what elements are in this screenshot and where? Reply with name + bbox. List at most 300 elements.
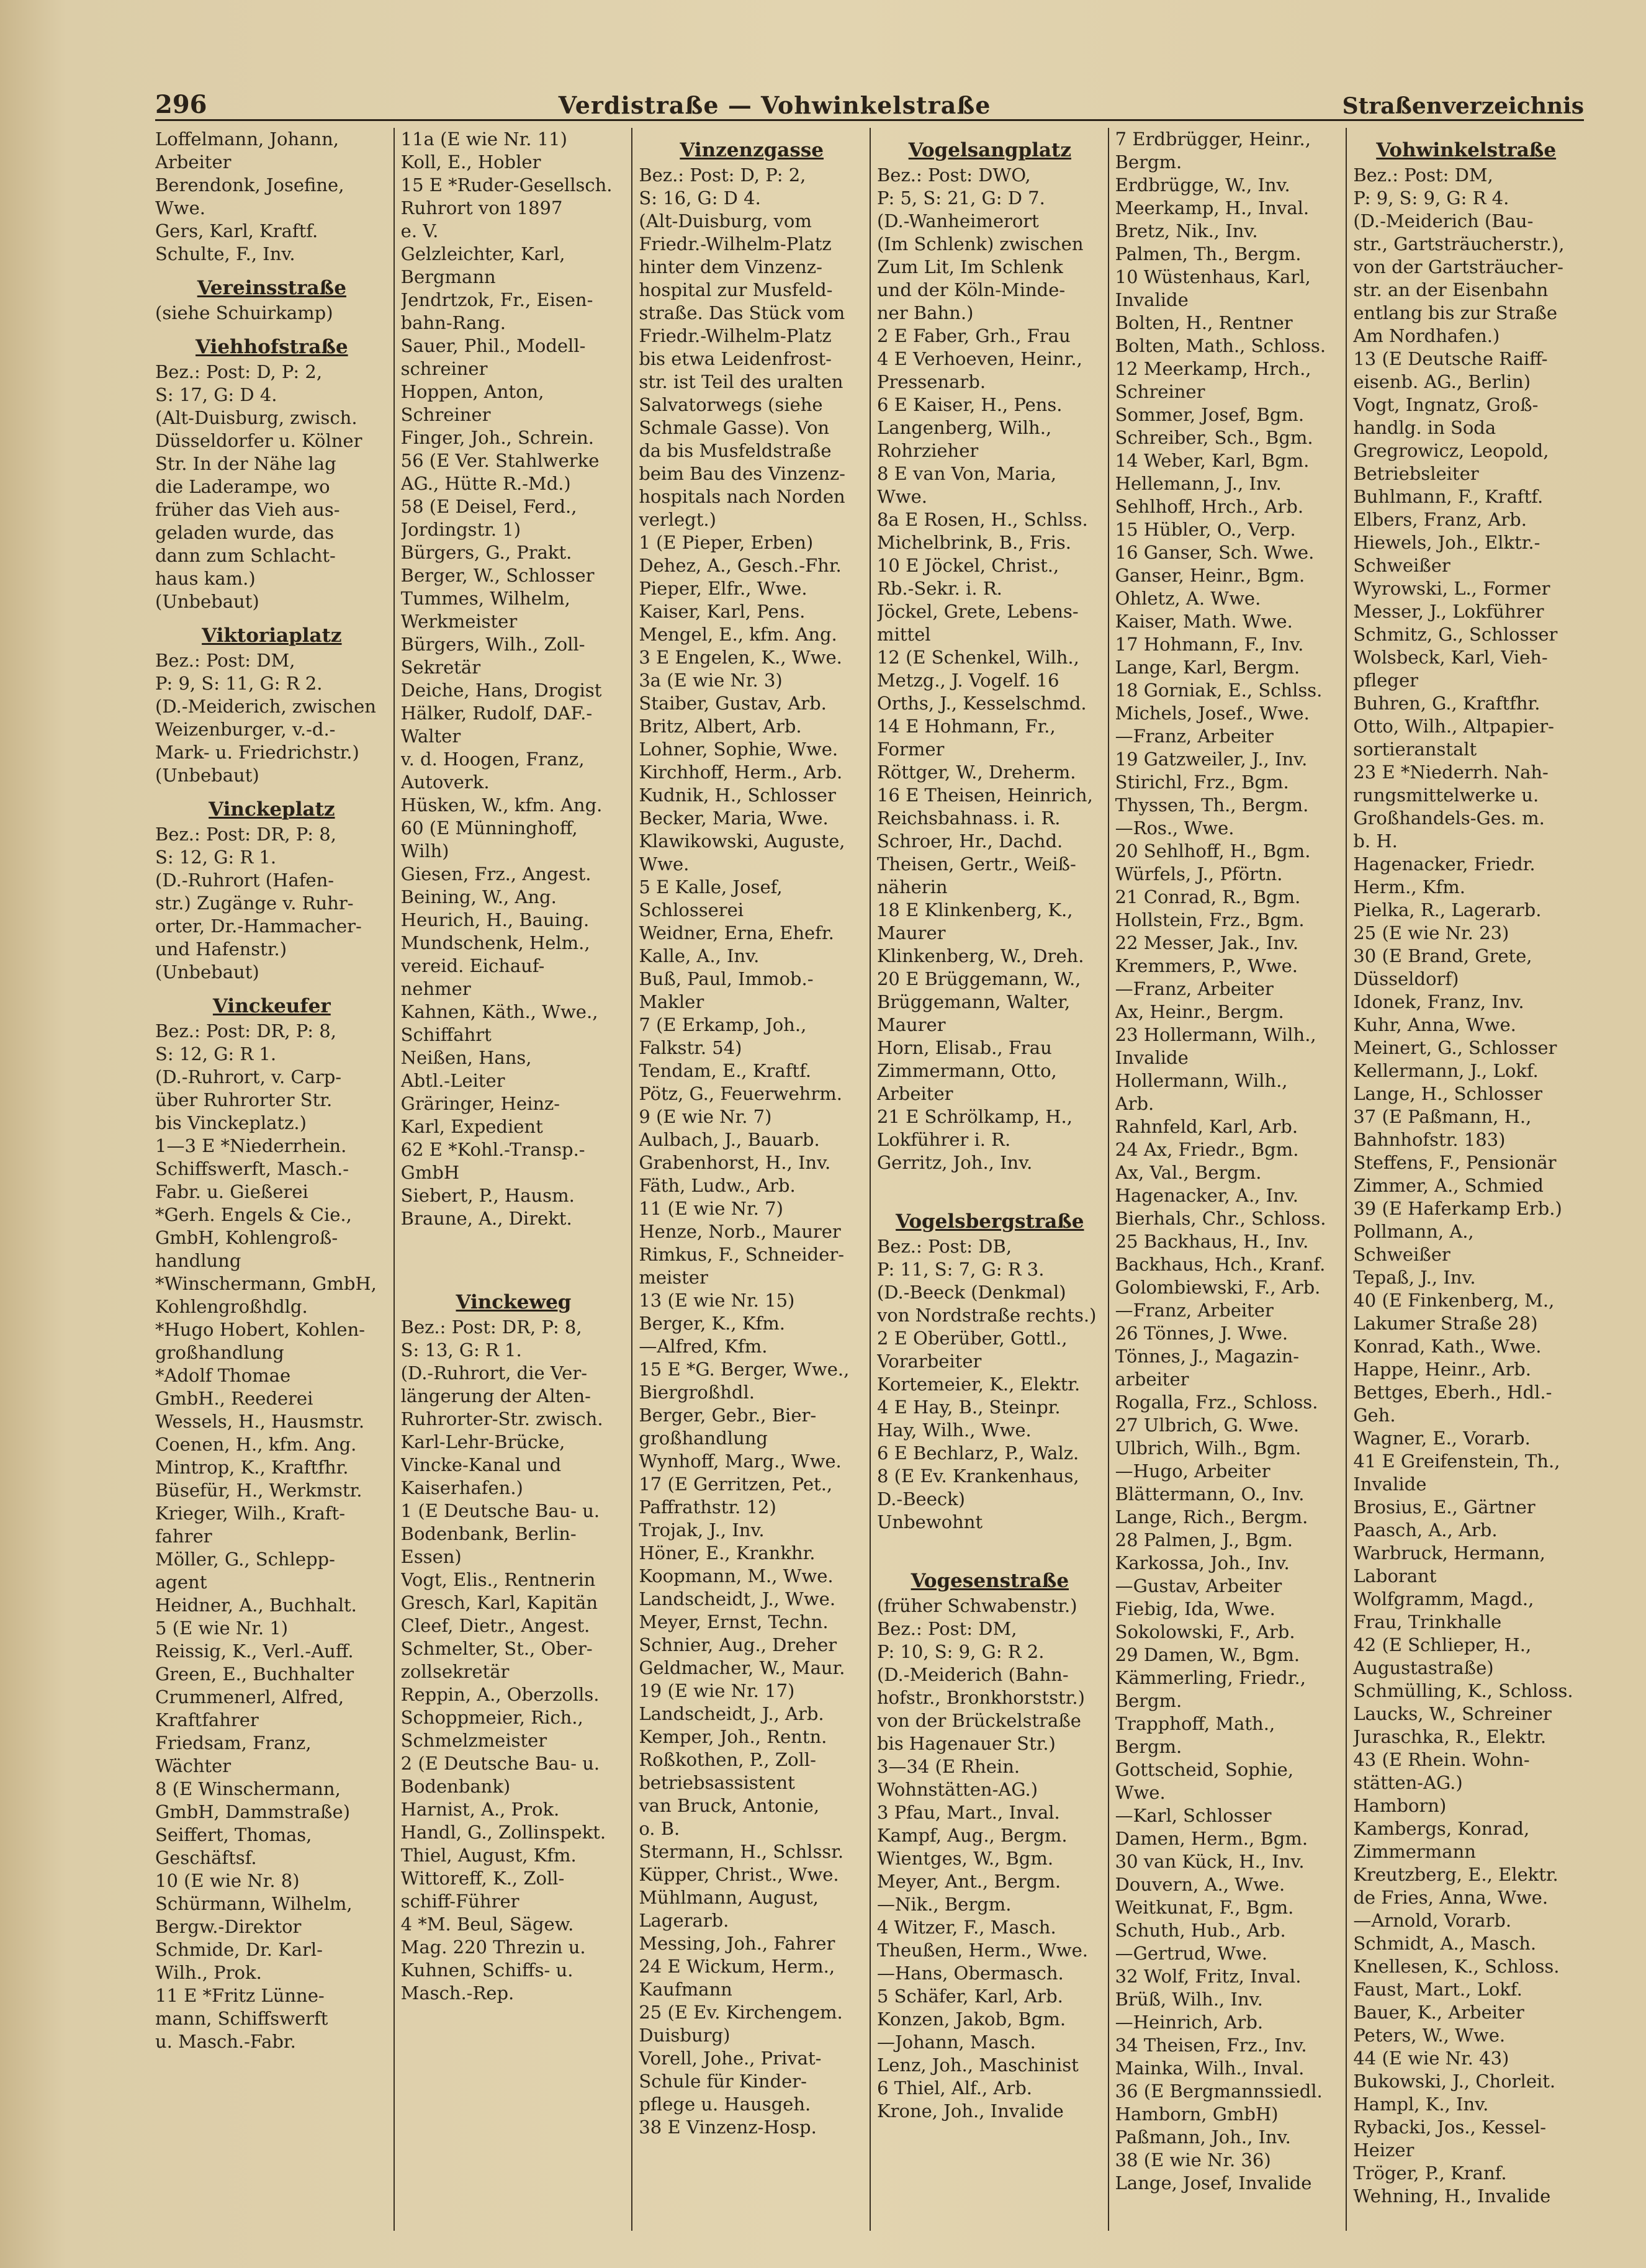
entry-line: Wwe. (1115, 1782, 1166, 1803)
entry-line: (D.-Ruhrort, die Ver- (400, 1362, 587, 1384)
entry-line: Arbeiter (155, 151, 232, 173)
entry-line: Str. In der Nähe lag (155, 453, 336, 474)
entry-line: Blättermann, O., Inv. (1115, 1483, 1305, 1505)
entry-line: Hamborn) (1353, 1795, 1447, 1816)
entry-line: 19 Gatzweiler, J., Inv. (1115, 749, 1308, 770)
entry-line: Heizer (1353, 2140, 1414, 2161)
entry-line: Düsseldorf) (1353, 968, 1459, 989)
entry-line: Kudnik, H., Schlosser (639, 785, 836, 806)
entry-line: —Johann, Masch. (876, 2032, 1036, 2053)
entry-line: Tröger, P., Kranf. (1353, 2162, 1507, 2184)
entry-line: v. d. Hoogen, Franz, (400, 749, 585, 770)
entry-line: Bez.: Post: DWO, (876, 164, 1031, 186)
entry-line: Schmitz, G., Schlosser (1353, 624, 1558, 645)
entry-line: Tummes, Wilhelm, (400, 588, 570, 609)
entry-line: zollsekretär (400, 1661, 510, 1682)
entry-line: Pielka, R., Lagerarb. (1353, 899, 1542, 920)
entry-line: Konrad, Kath., Wwe. (1353, 1336, 1542, 1357)
entry-line: Pollmann, A., (1353, 1221, 1474, 1242)
entry-line: 44 (E wie Nr. 43) (1353, 2048, 1509, 2069)
entry-line: Invalide (1353, 1474, 1427, 1495)
entry-line: Krone, Joh., Invalide (876, 2100, 1064, 2122)
entry-line: 41 E Greifenstein, Th., (1353, 1451, 1560, 1472)
entry-line: str.) Zugänge v. Ruhr- (155, 893, 354, 914)
entry-line: Krieger, Wilh., Kraft- (155, 1503, 345, 1524)
entry-line: Invalide (1115, 289, 1189, 310)
entry-line: 6 E Bechlarz, P., Walz. (876, 1442, 1079, 1464)
entry-line: Falkstr. 54) (639, 1037, 742, 1058)
entry-line: Schweißer (1353, 1244, 1450, 1265)
entry-line: 6 Thiel, Alf., Arb. (876, 2077, 1032, 2099)
entry-line: 23 E *Niederrh. Nah- (1353, 762, 1549, 783)
entry-line: 11 (E wie Nr. 7) (639, 1198, 783, 1219)
entry-line: 42 (E Schlieper, H., (1353, 1634, 1532, 1655)
entry-line: 10 E Jöckel, Christ., (876, 555, 1059, 576)
entry-line: *Gerh. Engels & Cie., (155, 1204, 352, 1225)
entry-line: 6 E Kaiser, H., Pens. (876, 394, 1063, 415)
entry-line: 12 (E Schenkel, Wilh., (876, 647, 1079, 668)
entry-line: Theußen, Herm., Wwe. (876, 1940, 1088, 1961)
entry-line: und der Köln-Minde- (876, 279, 1066, 300)
entry-line: 4 Witzer, F., Masch. (876, 1917, 1056, 1938)
entry-line: (D.-Meiderich, zwischen (155, 696, 376, 717)
entry-line: Zum Lit, Im Schlenk (876, 256, 1063, 277)
entry-line: Steffens, F., Pensionär (1353, 1152, 1557, 1173)
entry-line: großhandlung (639, 1428, 768, 1449)
entry-line: hospitals nach Norden (639, 486, 845, 507)
entry-line: Grabenhorst, H., Inv. (639, 1152, 831, 1173)
entry-line: de Fries, Anna, Wwe. (1353, 1887, 1549, 1908)
entry-line: Laborant (1353, 1565, 1437, 1586)
entry-line: und Hafenstr.) (155, 938, 287, 960)
entry-line: Hay, Wilh., Wwe. (876, 1420, 1032, 1441)
entry-line: Hellemann, J., Inv. (1115, 473, 1282, 494)
entry-line: Juraschka, R., Elektr. (1353, 1726, 1547, 1747)
entry-line: Theisen, Gertr., Weiß- (876, 853, 1076, 875)
entry-line: Rb.-Sekr. i. R. (876, 578, 1002, 599)
entry-line: Schreiner (400, 404, 491, 425)
entry-line: verlegt.) (639, 509, 716, 530)
entry-line: Green, E., Buchhalter (155, 1663, 354, 1685)
entry-line: Salvatorwegs (siehe (639, 394, 823, 415)
entry-line: Schmülling, K., Schloss. (1353, 1680, 1573, 1701)
column-2 (394, 128, 632, 2231)
entry-line: Zimmermann (1353, 1841, 1476, 1862)
entry-line: Schiffswerft, Masch.- (155, 1158, 349, 1179)
entry-line: handlung (155, 1250, 241, 1271)
entry-line: Bez.: Post: DB, (876, 1236, 1012, 1257)
entry-line: Lange, Josef, Invalide (1115, 2172, 1312, 2194)
entry-line: Röttger, W., Dreherm. (876, 762, 1076, 783)
entry-line: —Hugo, Arbeiter (1115, 1460, 1270, 1482)
entry-line: ner Bahn.) (876, 302, 974, 323)
entry-line: Sauer, Phil., Modell- (400, 335, 586, 356)
entry-line: Braune, A., Direkt. (400, 1208, 572, 1229)
entry-line: Beining, W., Ang. (400, 886, 557, 907)
entry-line: Wolsbeck, Karl, Vieh- (1353, 647, 1548, 668)
entry-line: Kirchhoff, Herm., Arb. (639, 762, 843, 783)
entry-line: 4 *M. Beul, Sägew. (400, 1914, 574, 1935)
entry-line: 2 E Faber, Grh., Frau (876, 325, 1071, 346)
entry-line: Karkossa, Joh., Inv. (1115, 1552, 1290, 1573)
entry-line: schreiner (400, 358, 488, 379)
entry-line: Bez.: Post: DR, P: 8, (155, 1020, 336, 1042)
entry-line: Friedsam, Franz, (155, 1732, 312, 1753)
entry-line: (früher Schwabenstr.) (876, 1595, 1077, 1616)
entry-line: Schmidt, A., Masch. (1353, 1933, 1537, 1954)
entry-line: großhandlung (155, 1342, 284, 1363)
entry-line: van Bruck, Antonie, (639, 1795, 820, 1816)
entry-line: 2 E Oberüber, Gottl., (876, 1328, 1068, 1349)
entry-line: (D.-Ruhrort, v. Carp- (155, 1066, 342, 1087)
entry-line: Messing, Joh., Fahrer (639, 1933, 835, 1954)
entry-line: Arb. (1115, 1093, 1154, 1114)
entry-line: Ulbrich, Wilh., Bgm. (1115, 1438, 1302, 1459)
entry-line: Elbers, Franz, Arb. (1353, 509, 1527, 530)
entry-line: Bez.: Post: DM, (876, 1618, 1017, 1639)
entry-line: Tönnes, J., Magazin- (1115, 1346, 1300, 1367)
entry-line: 23 Hollermann, Wilh., (1115, 1024, 1316, 1045)
entry-line: Bettges, Eberh., Hdl.- (1353, 1382, 1552, 1403)
entry-line: 34 Theisen, Frz., Inv. (1115, 2035, 1307, 2056)
entry-line: Lange, Rich., Bergm. (1115, 1506, 1308, 1528)
entry-line: Berger, Gebr., Bier- (639, 1405, 817, 1426)
entry-line: Schreiner (1115, 381, 1205, 402)
entry-line: —Heinrich, Arb. (1115, 2012, 1264, 2033)
entry-line: Essen) (400, 1546, 462, 1567)
entry-line: Meyer, Ant., Bergm. (876, 1871, 1061, 1892)
entry-line: Augustastraße) (1353, 1657, 1494, 1678)
entry-line: Schmelzmeister (400, 1730, 547, 1751)
entry-line: u. Masch.-Fabr. (155, 2031, 296, 2052)
entry-line: S: 12, G: R 1. (155, 847, 277, 868)
page-number: 296 (155, 90, 207, 119)
entry-line: sortieranstalt (1353, 739, 1477, 760)
entry-line: Pressenarb. (876, 371, 986, 392)
entry-line: 27 Ulbrich, G. Wwe. (1115, 1415, 1300, 1436)
entry-line: Wolfgramm, Magd., (1353, 1588, 1534, 1609)
entry-line: Werkmeister (400, 611, 518, 632)
entry-line: Ruhrort von 1897 (400, 197, 563, 218)
entry-line: Heurich, H., Bauing. (400, 909, 590, 930)
entry-line: Orths, J., Kesselschmd. (876, 693, 1087, 714)
street-heading: Vinzenzgasse (680, 139, 824, 161)
entry-line: agent (155, 1572, 207, 1593)
entry-line: Trapphoff, Math., (1115, 1713, 1275, 1734)
entry-line: (D.-Beeck (Denkmal) (876, 1282, 1066, 1303)
entry-line: fahrer (155, 1526, 212, 1547)
entry-line: Rohrzieher (876, 440, 979, 461)
entry-line: Biergroßhdl. (639, 1382, 755, 1403)
entry-line: e. V. (400, 220, 439, 241)
entry-line: —Franz, Arbeiter (1115, 726, 1274, 747)
entry-line: Bürgers, Wilh., Zoll- (400, 634, 585, 655)
entry-line: Friedr.-Wilhelm-Platz (639, 233, 832, 254)
entry-line: Bürgers, G., Prakt. (400, 542, 572, 563)
entry-line: 3—34 (E Rhein. (876, 1756, 1020, 1777)
entry-line: P: 5, S: 21, G: D 7. (876, 187, 1045, 209)
entry-line: Dehez, A., Gesch.-Fhr. (639, 555, 842, 576)
entry-line: Geschäftsf. (155, 1847, 257, 1868)
entry-line: Mengel, E., kfm. Ang. (639, 624, 837, 645)
entry-line: Gelzleichter, Karl, (400, 243, 565, 264)
entry-line: Horn, Elisab., Frau (876, 1037, 1052, 1058)
entry-line: schiff-Führer (400, 1891, 519, 1912)
entry-line: Wilh., Prok. (155, 1962, 262, 1983)
entry-line: Großhandels-Ges. m. (1353, 808, 1545, 829)
entry-line: Friedr.-Wilhelm-Platz (639, 325, 832, 346)
entry-line: (D.-Wanheimerort (876, 210, 1039, 232)
entry-line: Kraftfahrer (155, 1709, 259, 1730)
entry-line: Vorarbeiter (876, 1351, 982, 1372)
entry-line: Rimkus, F., Schneider- (639, 1244, 845, 1265)
entry-line: Fabr. u. Gießerei (155, 1181, 308, 1202)
entry-line: Schnier, Aug., Dreher (639, 1634, 837, 1655)
entry-line: 11 E *Fritz Lünne- (155, 1985, 325, 2006)
entry-line: (Unbebaut) (155, 961, 259, 983)
entry-line: 18 E Klinkenberg, K., (876, 899, 1073, 920)
entry-line: Heidner, A., Buchhalt. (155, 1595, 357, 1616)
entry-line: Maurer (876, 922, 946, 943)
entry-line: längerung der Alten- (400, 1385, 591, 1406)
entry-line: Wwe. (639, 853, 690, 875)
entry-line: Gers, Karl, Kraftf. (155, 220, 318, 241)
entry-line: Gresch, Karl, Kapitän (400, 1592, 598, 1613)
entry-line: Mühlmann, August, (639, 1887, 819, 1908)
entry-line: 3 E Engelen, K., Wwe. (639, 647, 842, 668)
entry-line: 30 van Kück, H., Inv. (1115, 1851, 1305, 1872)
entry-line: Fiebig, Ida, Wwe. (1115, 1598, 1275, 1619)
entry-line: P: 10, S: 9, G: R 2. (876, 1641, 1045, 1662)
entry-line: 43 (E Rhein. Wohn- (1353, 1749, 1530, 1770)
entry-line: 17 (E Gerritzen, Pet., (639, 1474, 833, 1495)
entry-line: Koopmann, M., Wwe. (639, 1565, 834, 1586)
column-3 (631, 128, 870, 2231)
entry-line: P: 9, S: 11, G: R 2. (155, 673, 323, 694)
street-heading: Viktoriaplatz (202, 624, 342, 647)
entry-line: stätten-AG.) (1353, 1772, 1463, 1793)
entry-line: Vogt, Elis., Rentnerin (400, 1569, 596, 1590)
entry-line: Makler (639, 991, 704, 1012)
street-heading: Vinckeufer (212, 995, 331, 1017)
entry-line: 32 Wolf, Fritz, Inval. (1115, 1966, 1302, 1987)
entry-line: Aulbach, J., Bauarb. (639, 1129, 820, 1150)
entry-line: Jendrtzok, Fr., Eisen- (400, 289, 593, 310)
entry-line: Pötz, G., Feuerwehrm. (639, 1083, 842, 1104)
entry-line: Jöckel, Grete, Lebens- (876, 601, 1079, 622)
entry-line: Peters, W., Wwe. (1353, 2025, 1506, 2046)
entry-line: Schreiber, Sch., Bgm. (1115, 427, 1313, 448)
entry-line: 9 (E wie Nr. 7) (639, 1106, 772, 1127)
entry-line: Lohner, Sophie, Wwe. (639, 739, 839, 760)
entry-line: 8 E van Von, Maria, (876, 463, 1057, 484)
entry-line: Becker, Maria, Wwe. (639, 808, 829, 829)
entry-line: Bergm. (1115, 1736, 1182, 1757)
entry-line: Bergw.-Direktor (155, 1916, 302, 1937)
entry-line: Schuth, Hub., Arb. (1115, 1920, 1286, 1941)
entry-line: Coenen, H., kfm. Ang. (155, 1434, 357, 1455)
entry-line: entlang bis zur Straße (1353, 302, 1558, 323)
entry-line: Tendam, E., Kraftf. (639, 1060, 811, 1081)
entry-line: 28 Palmen, J., Bgm. (1115, 1529, 1293, 1550)
entry-line: *Winschermann, GmbH, (155, 1273, 377, 1294)
entry-line: Loffelmann, Johann, (155, 128, 339, 150)
entry-line: (D.-Meiderich (Bau- (1353, 210, 1534, 232)
entry-line: Vogt, Ingnatz, Groß- (1353, 394, 1539, 415)
entry-line: Buhren, G., Kraftfhr. (1353, 693, 1540, 714)
page-header (155, 84, 1584, 121)
entry-line: Staiber, Gustav, Arb. (639, 693, 827, 714)
entry-line: Paffrathstr. 12) (639, 1496, 776, 1518)
entry-line: Meyer, Ernst, Techn. (639, 1611, 829, 1632)
entry-line: mittel (876, 624, 931, 645)
entry-line: Kämmerling, Friedr., (1115, 1667, 1306, 1688)
entry-line: *Hugo Hobert, Kohlen- (155, 1319, 366, 1340)
entry-line: Wwe. (155, 197, 206, 218)
entry-line: Ganser, Heinr., Bgm. (1115, 565, 1305, 586)
entry-line: Paasch, A., Arb. (1353, 1519, 1498, 1541)
entry-line: Meerkamp, H., Inval. (1115, 197, 1310, 218)
entry-line: 13 (E wie Nr. 15) (639, 1290, 795, 1311)
entry-line: —Franz, Arbeiter (1115, 1300, 1274, 1321)
entry-line: Schlosserei (639, 899, 744, 920)
entry-line: Langenberg, Wilh., (876, 417, 1052, 438)
entry-line: 10 (E wie Nr. 8) (155, 1870, 300, 1891)
entry-line: Crummenerl, Alfred, (155, 1686, 344, 1708)
street-heading: Vogelsbergstraße (896, 1210, 1084, 1233)
entry-line: Küpper, Christ., Wwe. (639, 1864, 839, 1885)
entry-line: Geldmacher, W., Maur. (639, 1657, 845, 1678)
entry-line: Kambergs, Konrad, (1353, 1818, 1530, 1839)
entry-line: (Alt-Duisburg, vom (639, 210, 812, 232)
entry-line: 36 (E Bergmannssiedl. (1115, 2081, 1323, 2102)
entry-line: Warbruck, Hermann, (1353, 1542, 1545, 1564)
entry-line: arbeiter (1115, 1369, 1189, 1390)
entry-line: Duisburg) (639, 2025, 731, 2046)
entry-line: Schule für Kinder- (639, 2071, 807, 2092)
entry-line: eisenb. AG., Berlin) (1353, 371, 1531, 392)
entry-line: Hüsken, W., kfm. Ang. (400, 794, 603, 816)
entry-line: —Gertrud, Wwe. (1115, 1943, 1268, 1964)
entry-line: (siehe Schuirkamp) (155, 302, 333, 323)
entry-line: Otto, Wilh., Altpapier- (1353, 716, 1554, 737)
entry-line: Kaiser, Karl, Pens. (639, 601, 806, 622)
entry-line: 12 Meerkamp, Hrch., (1115, 358, 1311, 379)
entry-line: Vorell, Johe., Privat- (639, 2048, 822, 2069)
entry-line: Neißen, Hans, (400, 1047, 532, 1068)
entry-line: Reppin, A., Oberzolls. (400, 1684, 600, 1705)
entry-line: Lakumer Straße 28) (1353, 1313, 1538, 1334)
entry-line: pfleger (1353, 670, 1418, 691)
entry-line: von der Brückelstraße (876, 1710, 1081, 1731)
entry-line: Konzen, Jakob, Bgm. (876, 2009, 1066, 2030)
entry-line: Roßkothen, P., Zoll- (639, 1749, 816, 1770)
entry-line: Mark- u. Friedrichstr.) (155, 742, 359, 763)
entry-line: Trojak, J., Inv. (639, 1519, 765, 1541)
entry-line: Knellesen, K., Schloss. (1353, 1956, 1560, 1977)
entry-line: —Hans, Obermasch. (876, 1963, 1064, 1984)
entry-line: Wagner, E., Vorarb. (1353, 1428, 1531, 1449)
entry-line: 4 E Verhoeven, Heinr., (876, 348, 1082, 369)
entry-line: 2 (E Deutsche Bau- u. (400, 1753, 600, 1774)
entry-line: Maurer (876, 1014, 946, 1035)
entry-line: die Laderampe, wo (155, 476, 330, 497)
entry-line: Stirichl, Frz., Bgm. (1115, 772, 1289, 793)
entry-line: Lokführer i. R. (876, 1129, 1011, 1150)
entry-line: Möller, G., Schlepp- (155, 1549, 335, 1570)
entry-line: Pieper, Elfr., Wwe. (639, 578, 807, 599)
entry-line: 4 E Hay, B., Steinpr. (876, 1397, 1061, 1418)
entry-line: 1—3 E *Niederrhein. (155, 1135, 347, 1156)
entry-line: von der Gartsträucher- (1353, 256, 1563, 277)
entry-line: Michelbrink, B., Fris. (876, 532, 1072, 553)
entry-line: Ax, Heinr., Bergm. (1115, 1001, 1284, 1022)
entry-line: —Franz, Arbeiter (1115, 978, 1274, 999)
entry-line: (Unbebaut) (155, 765, 259, 786)
entry-line: Messer, J., Lokführer (1353, 601, 1544, 622)
entry-line: Happe, Heinr., Arb. (1353, 1359, 1531, 1380)
entry-line: von Nordstraße rechts.) (876, 1305, 1097, 1326)
entry-line: Metzg., J. Vogelf. 16 (876, 670, 1059, 691)
entry-line: AG., Hütte R.-Md.) (400, 473, 571, 494)
entry-line: Wehning, H., Invalide (1353, 2185, 1551, 2207)
entry-line: Hälker, Rudolf, DAF.- (400, 703, 593, 724)
entry-line: Wwe. (876, 486, 927, 507)
entry-line: —Gustav, Arbeiter (1115, 1575, 1282, 1596)
entry-line: Lenz, Joh., Maschinist (876, 2054, 1079, 2076)
entry-line: 7 (E Erkamp, Joh., (639, 1014, 807, 1035)
entry-line: 22 Messer, Jak., Inv. (1115, 932, 1299, 953)
entry-line: über Ruhrorter Str. (155, 1089, 333, 1110)
entry-line: Landscheidt, J., Arb. (639, 1703, 824, 1724)
entry-line: Backhaus, Hch., Kranf. (1115, 1254, 1326, 1275)
entry-line: Klawikowski, Auguste, (639, 830, 845, 852)
entry-line: 37 (E Paßmann, H., (1353, 1106, 1532, 1127)
entry-line: Lagerarb. (639, 1910, 729, 1931)
entry-line: Schulte, F., Inv. (155, 243, 295, 264)
entry-line: hinter dem Vinzenz- (639, 256, 822, 277)
entry-line: Wittoreff, K., Zoll- (400, 1868, 565, 1889)
entry-line: Deiche, Hans, Drogist (400, 680, 602, 701)
entry-line: Kortemeier, K., Elektr. (876, 1374, 1081, 1395)
entry-line: Weidner, Erna, Ehefr. (639, 922, 834, 943)
entry-line: 38 (E wie Nr. 36) (1115, 2149, 1271, 2171)
entry-line: (Alt-Duisburg, zwisch. (155, 407, 358, 428)
entry-line: Hollermann, Wilh., (1115, 1070, 1288, 1091)
column-5 (1108, 128, 1346, 2231)
entry-line: b. H. (1353, 830, 1398, 852)
entry-line: Kellermann, J., Lokf. (1353, 1060, 1539, 1081)
entry-line: Schürmann, Wilhelm, (155, 1893, 353, 1914)
column-4 (870, 128, 1108, 2231)
entry-line: 3a (E wie Nr. 3) (639, 670, 783, 691)
entry-line: Wientges, W., Bgm. (876, 1848, 1054, 1869)
entry-line: Sehlhoff, Hrch., Arb. (1115, 496, 1304, 517)
entry-line: Rahnfeld, Karl, Arb. (1115, 1116, 1298, 1137)
entry-line: Brüß, Wilh., Inv. (1115, 1989, 1263, 2010)
entry-line: Landscheidt, J., Wwe. (639, 1588, 836, 1609)
entry-line: näherin (876, 876, 948, 898)
entry-line: (Unbebaut) (155, 591, 259, 612)
entry-line: Karl-Lehr-Brücke, (400, 1431, 565, 1452)
entry-line: Hagenacker, A., Inv. (1115, 1185, 1298, 1206)
entry-line: Walter (400, 726, 461, 747)
entry-line: 3 Pfau, Mart., Inval. (876, 1802, 1060, 1823)
entry-line: meister (639, 1267, 708, 1288)
entry-line: Finger, Joh., Schrein. (400, 427, 594, 448)
entry-line: orter, Dr.-Hammacher- (155, 916, 362, 937)
entry-line: Kaiser, Math. Wwe. (1115, 611, 1293, 632)
